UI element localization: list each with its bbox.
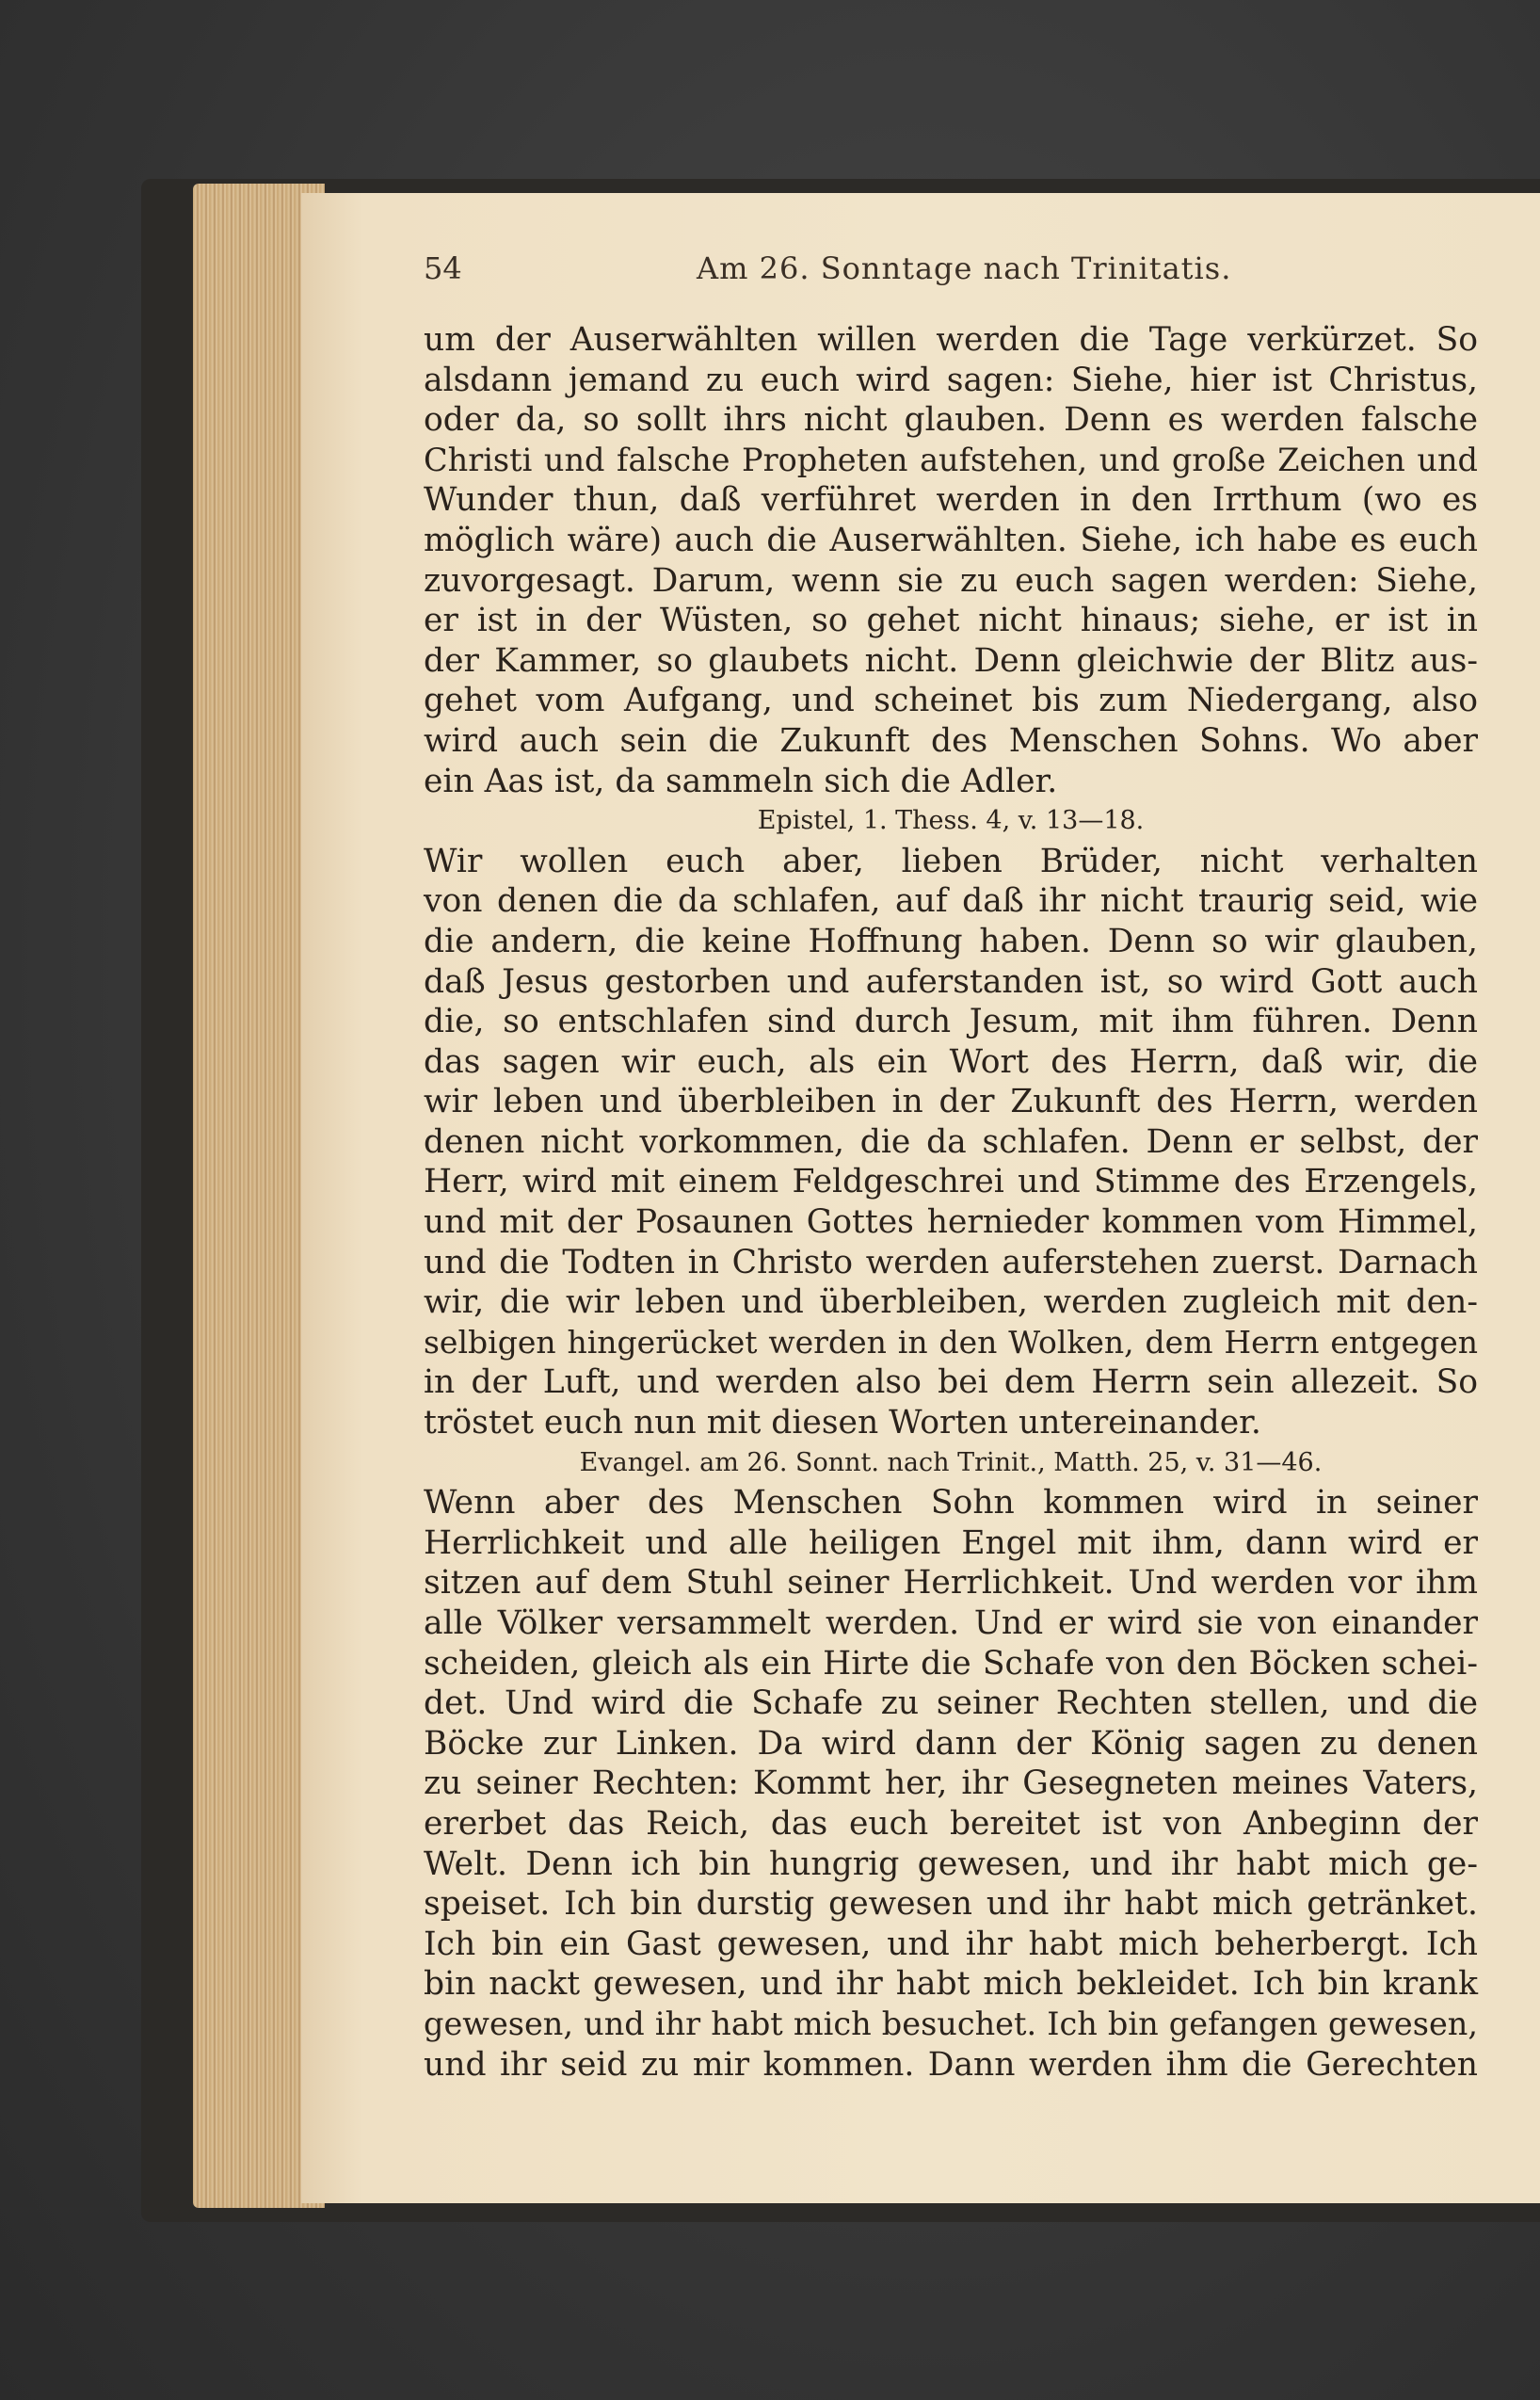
text-line: um der Auserwählten willen werden die Tage verkürzet. So [424,321,1478,359]
text-line: zu seiner Rechten: Kommt her, ihr Gesegneten meines Vaters, [424,1764,1478,1803]
text-line: det. Und wird die Schafe zu seiner Rechten stellen, und die [424,1684,1478,1723]
text-line: Welt. Denn ich bin hungrig gewesen, und ihr habt mich ge- [424,1844,1478,1883]
text-line: gehet vom Aufgang, und scheinet bis zum Niedergang, also [424,682,1478,720]
text-line: und ihr seid zu mir kommen. Dann werden ihm die Gerechten [424,2045,1478,2084]
text-line: er ist in der Wüsten, so gehet nicht hinaus; siehe, er ist in [424,602,1478,640]
text-line: oder da, so sollt ihrs nicht glauben. Denn es werden falsche [424,401,1478,440]
text-line: das sagen wir euch, als ein Wort des Herrn, daß wir, die [424,1042,1478,1081]
text-line: ererbet das Reich, das euch bereitet ist von Anbeginn der [424,1804,1478,1843]
text-line: von denen die da schlafen, auf daß ihr nicht traurig seid, wie [424,882,1478,921]
text-line: und mit der Posaunen Gottes hernieder kommen vom Himmel, [424,1203,1478,1242]
scripture-reference: Evangel. am 26. Sonnt. nach Trinit., Matth. 25, v. 31—46. [579,1447,1323,1477]
text-line: Herrlichkeit und alle heiligen Engel mit ihm, dann wird er [424,1523,1478,1562]
text-line: daß Jesus gestorben und auferstanden ist, so wird Gott auch [424,962,1478,1001]
text-line: Herr, wird mit einem Feldgeschrei und Stimme des Erzengels, [424,1163,1478,1201]
page-header [424,243,1478,299]
text-line: wir, die wir leben und überbleiben, werden zugleich mit den- [424,1283,1478,1322]
text-line: die andern, die keine Hoffnung haben. Denn so wir glauben, [424,922,1478,960]
text-line: Wunder thun, daß verführet werden in den Irrthum (wo es [424,481,1478,520]
page-number: 54 [424,250,462,286]
text-line: zuvorgesagt. Darum, wenn sie zu euch sagen werden: Siehe, [424,561,1478,600]
text-line: alle Völker versammelt werden. Und er wird sie von einander [424,1604,1478,1642]
text-line: tröstet euch nun mit diesen Worten untereinander. [424,1404,1261,1442]
text-line: in der Luft, und werden also bei dem Herrn sein allezeit. So [424,1363,1478,1402]
text-line: alsdann jemand zu euch wird sagen: Siehe, hier ist Christus, [424,361,1478,399]
text-line: die, so entschlafen sind durch Jesum, mit ihm führen. Denn [424,1003,1478,1041]
text-line: Ich bin ein Gast gewesen, und ihr habt mich beherbergt. Ich [424,1925,1478,1963]
text-line: denen nicht vorkommen, die da schlafen. Denn er selbst, der [424,1122,1478,1161]
text-block [424,320,1478,2085]
text-line: selbigen hingerücket werden in den Wolken, dem Herrn entgegen [424,1323,1478,1361]
text-line: sitzen auf dem Stuhl seiner Herrlichkeit. Und werden vor ihm [424,1564,1478,1603]
text-line: Böcke zur Linken. Da wird dann der König sagen zu denen [424,1724,1478,1763]
scripture-reference: Epistel, 1. Thess. 4, v. 13—18. [757,806,1145,836]
text-line: gewesen, und ihr habt mich besuchet. Ich bin gefangen gewesen, [424,2005,1478,2042]
text-line: scheiden, gleich als ein Hirte die Schafe von den Böcken schei- [424,1644,1478,1683]
running-title: Am 26. Sonntage nach Trinitatis. [697,250,1232,286]
text-line: ein Aas ist, da sammeln sich die Adler. [424,762,1058,800]
text-line: Wir wollen euch aber, lieben Brüder, nicht verhalten [424,842,1478,880]
text-line: Christi und falsche Propheten aufstehen, und große Zeichen und [424,441,1478,478]
text-line: speiset. Ich bin durstig gewesen und ihr habt mich getränket. [424,1885,1478,1924]
text-line: Wenn aber des Menschen Sohn kommen wird in seiner [424,1484,1478,1522]
text-line: und die Todten in Christo werden auferstehen zuerst. Darnach [424,1243,1478,1281]
text-line: bin nackt gewesen, und ihr habt mich bekleidet. Ich bin krank [424,1965,1478,2004]
text-line: wird auch sein die Zukunft des Menschen Sohns. Wo aber [424,721,1478,760]
text-line: der Kammer, so glaubets nicht. Denn gleichwie der Blitz aus- [424,641,1478,680]
text-line: möglich wäre) auch die Auserwählten. Siehe, ich habe es euch [424,521,1478,559]
text-line: wir leben und überbleiben in der Zukunft des Herrn, werden [424,1083,1478,1121]
